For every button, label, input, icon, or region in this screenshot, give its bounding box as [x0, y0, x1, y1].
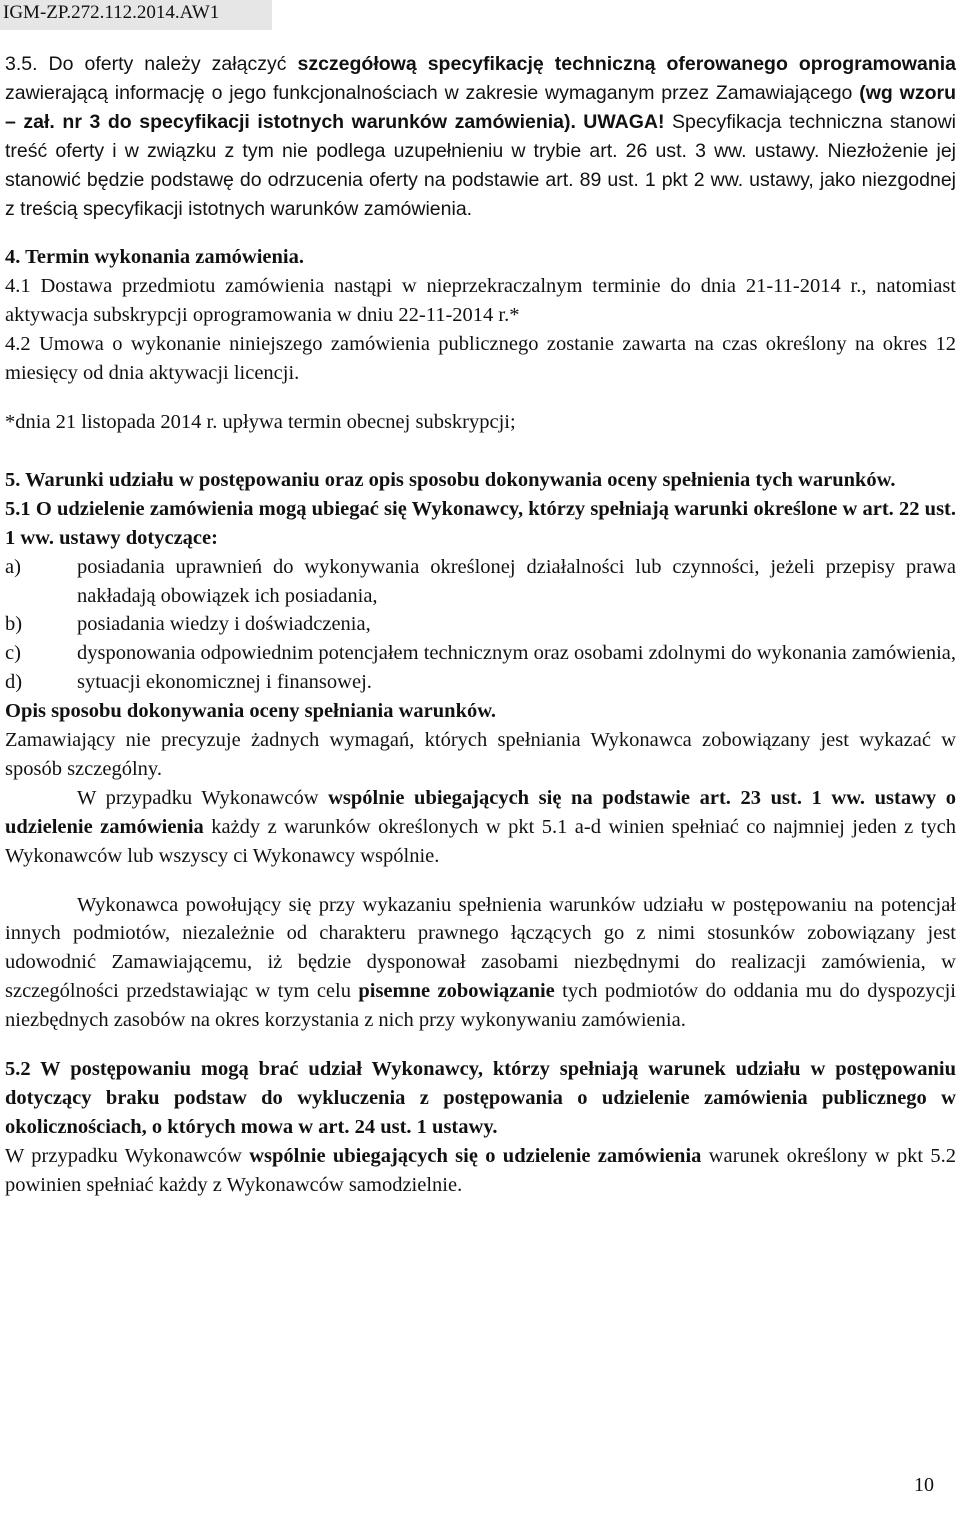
list-item: d) sytuacji ekonomicznej i finansowej.: [5, 671, 372, 694]
footnote-subscription: *dnia 21 listopada 2014 r. upływa termin obecnej subskrypcji;: [5, 410, 516, 433]
section-3-5: 3.5. Do oferty należy załączyć szczegółową specyfikację techniczną oferowanego oprogramowania zawierającą informację o jego funkcjonalnościach w zakresie wymaganym przez Zamawiającego (wg wzoru – zał. nr 3 do specyfikacji istotnych warunków zamówienia). UWAGA! Specyfikacja techniczna stanowi treść oferty i w związku z tym nie podlega uzupełnieniu w trybie art. 26 ust. 3 ww. ustawy. Niezłożenie jej stanowić będzie podstawę do odrzucenia oferty na podstawie art. 89 ust. 1 pkt 2 ww. ustawy, jako niezgodnej z treścią specyfikacji istotnych warunków zamówienia.: [5, 53, 956, 220]
document-header: [0, 0, 272, 30]
assessment-title: Opis sposobu dokonywania oceny spełniania warunków.: [5, 700, 497, 723]
third-party-resources-paragraph: Wykonawca powołujący się przy wykazaniu spełnienia warunków udziału w postępowaniu na potencjał innych podmiotów, niezależnie od charakteru prawnego łączących go z nimi stosunków zobowiązany jest udowodnić Zamawiającemu, iż będzie dysponował zasobami niezbędnymi do realizacji zamówienia, w szczególności przedstawiając w tym celu pisemne zobowiązanie tych podmiotów do oddania mu do dyspozycji niezbędnych zasobów na okres korzystania z nich przy wykonywaniu zamówienia.: [5, 893, 957, 1032]
page-number: 10: [914, 1474, 934, 1496]
section-4-1: 4.1 Dostawa przedmiotu zamówienia nastąpi w nieprzekraczalnym terminie do dnia 21-11-2014 r., natomiast aktywacja subskrypcji oprogramowania w dniu 22-11-2014 r.*: [5, 275, 956, 327]
section-4-2: 4.2 Umowa o wykonanie niniejszego zamówienia publicznego zostanie zawarta na czas określony na okres 12 miesięcy od dnia aktywacji licencji.: [5, 333, 956, 385]
document-body: [5, 50, 956, 1200]
section-5-1: 5.1 O udzielenie zamówienia mogą ubiegać się Wykonawcy, którzy spełniają warunki określone w art. 22 ust. 1 ww. ustawy dotyczące:: [5, 497, 956, 549]
document-code: IGM-ZP.272.112.2014.AW1: [3, 2, 220, 23]
list-item: b) posiadania wiedzy i doświadczenia,: [5, 613, 371, 636]
joint-bidders-paragraph: W przypadku Wykonawców wspólnie ubiegających się na podstawie art. 23 ust. 1 ww. ustawy o udzielenie zamówienia każdy z warunków określonych w pkt 5.1 a-d winien spełniać co najmniej jeden z tych Wykonawców lub wszyscy ci Wykonawcy wspólnie.: [5, 786, 956, 867]
list-item: a) posiadania uprawnień do wykonywania określonej działalności lub czynności, jeżeli przepisy prawa nakładają obowiązek ich posiadania,: [5, 555, 956, 607]
conditions-list: [5, 553, 956, 698]
section-4-title: 4. Termin wykonania zamówienia.: [5, 246, 304, 269]
section-5-title: 5. Warunki udziału w postępowaniu oraz opis sposobu dokonywania oceny spełnienia tych warunków.: [5, 468, 896, 491]
list-item: c) dysponowania odpowiednim potencjałem technicznym oraz osobami zdolnymi do wykonania zamówienia,: [5, 642, 956, 665]
assessment-text: Zamawiający nie precyzuje żadnych wymagań, których spełniania Wykonawca zobowiązany jest wykazać w sposób szczególny.: [5, 729, 956, 780]
section-5-2: 5.2 W postępowaniu mogą brać udział Wykonawcy, którzy spełniają warunek udziału w postępowaniu dotyczący braku podstaw do wykluczenia z postępowania o udzielenie zamówienia publicznego w okolicznościach, o których mowa w art. 24 ust. 1 ustawy.: [5, 1058, 956, 1138]
section-5-2-joint: W przypadku Wykonawców wspólnie ubiegających się o udzielenie zamówienia warunek określony w pkt 5.2 powinien spełniać każdy z Wykonawców samodzielnie.: [5, 1144, 956, 1196]
